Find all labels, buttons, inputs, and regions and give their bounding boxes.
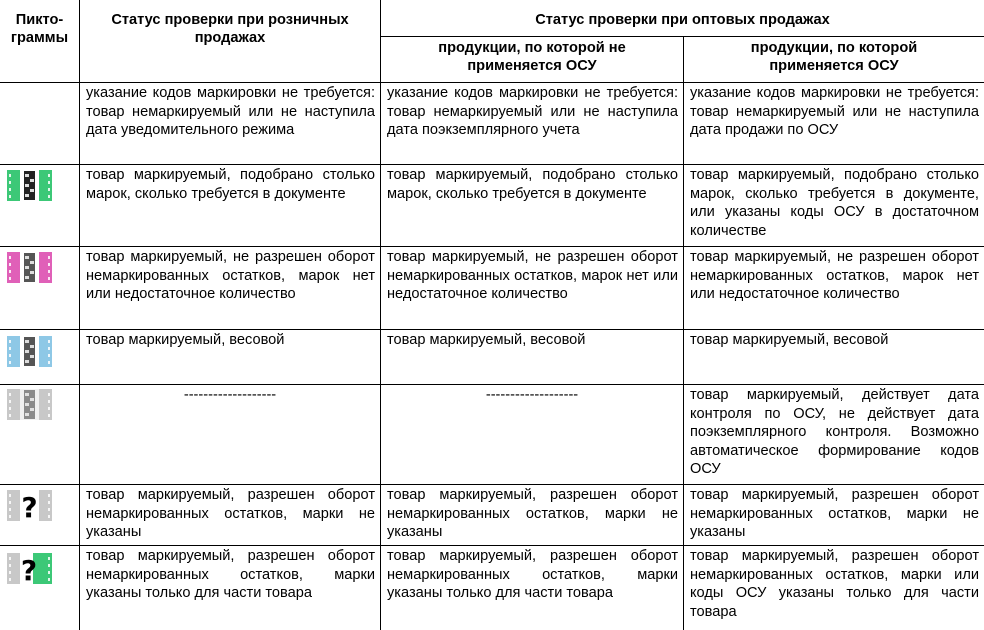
svg-text:?: ? [21,491,38,521]
row-4-retail: товар маркируемый, весовой [86,332,285,348]
row-1-wholesale-no-osu: указание кодов маркировки не требуется: товар немаркируемый или не наступила дата поэкземплярного учета [387,85,678,138]
row-6-retail: товар маркируемый, разрешен оборот немаркированных остатков, марки не указаны [86,487,375,540]
blue-barcode-icon [7,336,52,367]
header-retail: Статус проверки при розничных продажах [111,12,349,46]
row-2-wholesale-osu: товар маркируемый, подобрано столько марок, сколько требуется в документе, или указаны коды ОСУ в достаточном количестве [690,167,979,239]
header-pictograms: Пикто- граммы [10,12,69,46]
row-divider [0,384,984,385]
row-divider [0,82,984,83]
green-barcode-icon [7,170,52,201]
row-2-retail: товар маркируемый, подобрано столько марок, сколько требуется в документе [86,167,375,202]
row-7-retail: товар маркируемый, разрешен оборот немаркированных остатков, марки указаны только для части товара [86,548,375,601]
row-3-wholesale-no-osu: товар маркируемый, не разрешен оборот немаркированных остатков, марок нет или недостаточное количество [387,249,678,302]
row-divider [0,484,984,485]
row-3-retail: товар маркируемый, не разрешен оборот немаркированных остатков, марок нет или недостаточное количество [86,249,375,302]
row-6-wholesale-no-osu: товар маркируемый, разрешен оборот немаркированных остатков, марки не указаны [387,487,678,540]
row-divider [0,545,984,546]
row-2-wholesale-no-osu: товар маркируемый, подобрано столько марок, сколько требуется в документе [387,167,678,202]
row-5-retail: ------------------- [183,387,277,403]
row-1-retail: указание кодов маркировки не требуется: товар немаркируемый или не наступила дата уведомительного режима [86,85,375,138]
gray-green-question-icon [7,553,52,584]
row-divider [0,246,984,247]
row-7-wholesale-no-osu: товар маркируемый, разрешен оборот немаркированных остатков, марки указаны только для части товара [387,548,678,601]
row-5-wholesale-no-osu: ------------------- [485,387,579,403]
row-divider [0,164,984,165]
row-5-wholesale-osu: товар маркируемый, действует дата контроля по ОСУ, не действует дата поэкземплярного контроля. Возможно автоматическое формирование кодов ОСУ [690,387,979,477]
header-wholesale-no-osu: продукции, по которой не применяется ОСУ [438,40,626,74]
header-wholesale: Статус проверки при оптовых продажах [535,12,830,28]
row-4-wholesale-no-osu: товар маркируемый, весовой [387,332,586,348]
row-4-wholesale-osu: товар маркируемый, весовой [690,332,889,348]
header-wholesale-osu: продукции, по которой применяется ОСУ [750,40,918,74]
gray-question-icon [7,490,52,521]
header-subdivider [380,36,984,37]
row-6-wholesale-osu: товар маркируемый, разрешен оборот немаркированных остатков, марки не указаны [690,487,979,540]
pink-barcode-icon [7,252,52,283]
row-3-wholesale-osu: товар маркируемый, не разрешен оборот немаркированных остатков, марок нет или недостаточное количество [690,249,979,302]
row-1-wholesale-osu: указание кодов маркировки не требуется: товар немаркируемый или не наступила дата продажи по ОСУ [690,85,979,138]
row-7-wholesale-osu: товар маркируемый, разрешен оборот немаркированных остатков, марки или коды ОСУ указаны только для части товара [690,548,979,620]
gray-barcode-icon [7,389,52,420]
svg-text:?: ? [20,554,38,584]
row-divider [0,329,984,330]
